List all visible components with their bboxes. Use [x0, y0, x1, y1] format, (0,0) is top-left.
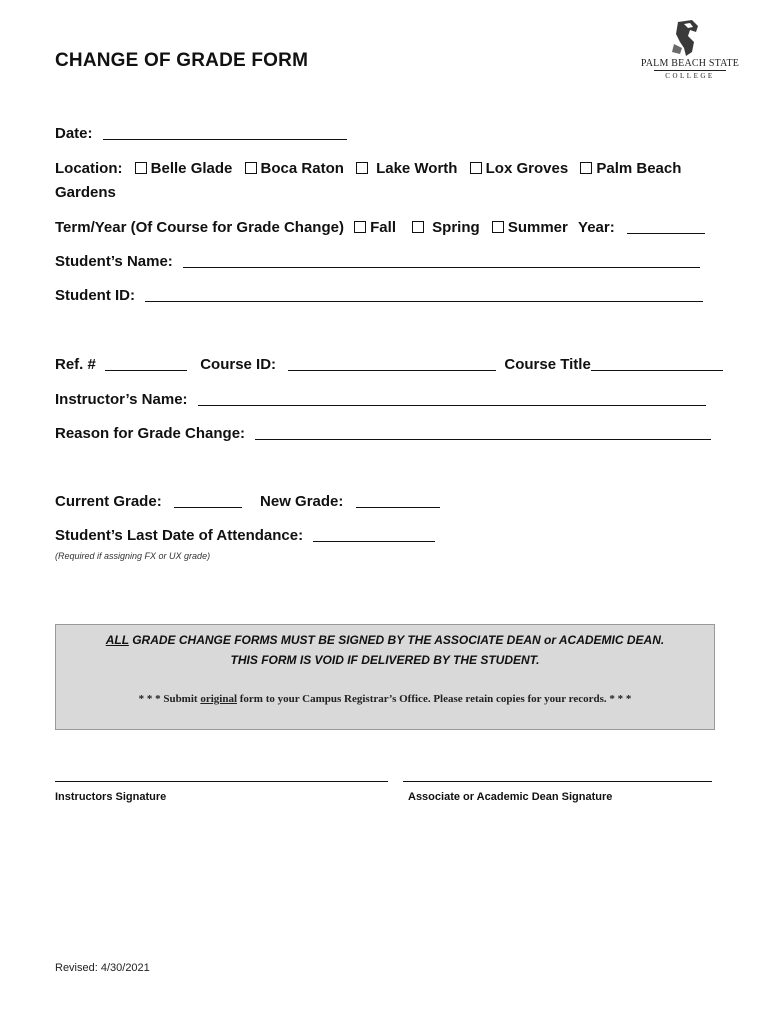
current-grade-label: Current Grade: — [55, 493, 162, 510]
location-option-boca-raton: Boca Raton — [260, 160, 344, 177]
notice-line-3-prefix: * * * Submit — [138, 693, 201, 705]
term-row — [55, 219, 705, 236]
location-option-lox-groves: Lox Groves — [485, 160, 569, 177]
revised-date: Revised: 4/30/2021 — [55, 962, 150, 974]
notice-box — [55, 624, 715, 730]
term-checkbox-fall[interactable] — [354, 221, 366, 233]
instructor-row — [55, 391, 706, 408]
location-label: Location: — [55, 160, 123, 177]
term-option-summer: Summer — [507, 219, 568, 236]
term-option-spring: Spring — [432, 219, 480, 236]
location-option-continuation: Gardens — [55, 184, 116, 201]
notice-emphasis-original: original — [200, 693, 237, 705]
instructor-label: Instructor’s Name: — [55, 391, 188, 408]
student-name-label: Student’s Name: — [55, 253, 173, 270]
last-attendance-note: (Required if assigning FX or UX grade) — [55, 551, 211, 561]
seahorse-emblem-icon — [640, 18, 740, 58]
logo-subtitle: COLLEGE — [665, 72, 715, 80]
instructor-field[interactable] — [198, 392, 706, 406]
course-row — [55, 356, 723, 373]
ref-field[interactable] — [105, 357, 187, 371]
grade-row — [55, 493, 440, 510]
date-field[interactable] — [103, 126, 347, 140]
date-label: Date: — [55, 125, 93, 142]
reason-row — [55, 425, 711, 442]
notice-line-3-suffix: form to your Campus Registrar’s Office. Please retain copies for your records. * * * — [237, 693, 632, 705]
dean-signature-line[interactable] — [403, 781, 712, 782]
location-checkbox-belle-glade[interactable] — [135, 162, 147, 174]
notice-line-1 — [56, 633, 714, 647]
last-attendance-field[interactable] — [313, 528, 435, 542]
notice-emphasis-all: ALL — [105, 633, 129, 647]
instructor-signature-label: Instructors Signature — [55, 791, 167, 803]
current-grade-field[interactable] — [174, 494, 242, 508]
student-name-row — [55, 253, 700, 270]
term-option-fall: Fall — [370, 219, 396, 236]
student-id-row — [55, 287, 703, 304]
ref-label: Ref. # — [55, 356, 96, 373]
last-attendance-row — [55, 527, 435, 544]
college-logo — [640, 18, 740, 84]
reason-label: Reason for Grade Change: — [55, 425, 246, 442]
student-id-label: Student ID: — [55, 287, 135, 304]
last-attendance-label: Student’s Last Date of Attendance: — [55, 527, 304, 544]
notice-line-3 — [56, 693, 714, 705]
term-checkbox-spring[interactable] — [412, 221, 424, 233]
location-option-belle-glade: Belle Glade — [150, 160, 233, 177]
reason-field[interactable] — [255, 426, 711, 440]
notice-line-2: THIS FORM IS VOID IF DELIVERED BY THE STUDENT. — [230, 653, 540, 667]
term-checkbox-summer[interactable] — [492, 221, 504, 233]
dean-signature-label: Associate or Academic Dean Signature — [408, 791, 613, 803]
location-checkbox-boca-raton[interactable] — [245, 162, 257, 174]
location-checkbox-lake-worth[interactable] — [356, 162, 368, 174]
instructor-signature-line[interactable] — [55, 781, 388, 782]
logo-rule — [654, 70, 726, 71]
new-grade-field[interactable] — [356, 494, 440, 508]
student-id-field[interactable] — [145, 288, 703, 302]
course-title-label: Course Title — [504, 356, 591, 373]
location-row — [55, 160, 681, 177]
course-id-field[interactable] — [288, 357, 496, 371]
student-name-field[interactable] — [183, 254, 700, 268]
course-id-label: Course ID: — [200, 356, 277, 373]
location-checkbox-lox-groves[interactable] — [470, 162, 482, 174]
year-field[interactable] — [627, 220, 705, 234]
course-title-field[interactable] — [591, 357, 723, 371]
notice-line-1-text: GRADE CHANGE FORMS MUST BE SIGNED BY THE ASSOCIATE DEAN or ACADEMIC DEAN. — [128, 633, 665, 647]
form-title: CHANGE OF GRADE FORM — [55, 50, 309, 71]
location-option-palm-beach: Palm Beach — [596, 160, 682, 177]
year-label: Year: — [578, 219, 615, 236]
new-grade-label: New Grade: — [260, 493, 344, 510]
logo-name: PALM BEACH STATE — [640, 58, 740, 69]
term-label: Term/Year (Of Course for Grade Change) — [55, 219, 344, 236]
location-checkbox-palm-beach-gardens[interactable] — [580, 162, 592, 174]
date-row — [55, 125, 347, 142]
location-option-lake-worth: Lake Worth — [376, 160, 458, 177]
